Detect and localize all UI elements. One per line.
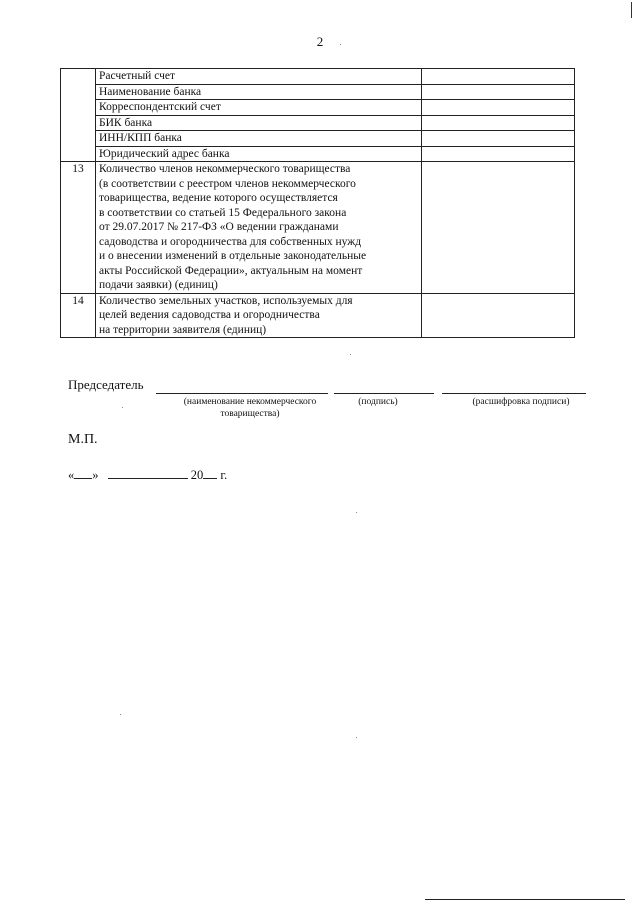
table-row: [61, 69, 575, 85]
date-line: [68, 468, 227, 483]
bank-row-value[interactable]: [422, 100, 575, 116]
scan-speck: [340, 44, 341, 45]
date-year-prefix: 20: [190, 468, 204, 482]
stamp-label: М.П.: [68, 432, 98, 447]
row-14-value[interactable]: [422, 293, 575, 338]
bank-row-value[interactable]: [422, 115, 575, 131]
table-row-13: [61, 162, 575, 294]
signature-decoding-caption: (расшифровка подписи): [472, 397, 570, 407]
row-13-line: садоводства и огородничества для собственных нужд: [99, 235, 362, 248]
scan-speck: [122, 407, 123, 408]
date-month-blank[interactable]: [108, 468, 188, 479]
row-14-line: целей ведения садоводства и огородничества: [99, 309, 320, 321]
signature-caption: (подпись): [358, 397, 398, 407]
row-13-line: акты Российской Федерации», актуальным на момент: [99, 264, 363, 277]
page-number: 2: [316, 34, 324, 49]
table-row: [61, 131, 575, 147]
bank-row-value[interactable]: [422, 84, 575, 100]
row-13-line: подачи заявки) (единиц): [99, 279, 218, 291]
caption-line: товарищества): [220, 409, 280, 419]
date-open-quote: «: [68, 468, 75, 482]
bank-row-value[interactable]: [422, 131, 575, 147]
row-14-line: на территории заявителя (единиц): [99, 323, 267, 336]
table-row: [61, 115, 575, 131]
row-number: 14: [61, 293, 96, 338]
caption-line: (наименование некоммерческого: [183, 397, 317, 407]
table-row: [61, 100, 575, 116]
scan-speck: [356, 512, 357, 513]
row-13-line: от 29.07.2017 № 217-ФЗ «О ведении гражданами: [99, 221, 339, 233]
row-13-line: Количество членов некоммерческого товарищества: [99, 163, 351, 175]
form-table: [60, 68, 575, 338]
bank-row-label: Корреспондентский счет: [96, 100, 422, 116]
row-13-label: [96, 162, 422, 294]
chairman-label: Председатель: [68, 377, 144, 392]
table-row-14: [61, 293, 575, 338]
organization-name-line[interactable]: [156, 393, 328, 394]
date-year-suffix: г.: [220, 468, 228, 482]
row-14-line: Количество земельных участков, используемых для: [99, 294, 353, 307]
date-day-blank[interactable]: [74, 468, 92, 479]
row-14-label: [96, 293, 422, 338]
table-row: [61, 84, 575, 100]
row-13-line: товарищества, ведение которого осуществляется: [99, 192, 338, 204]
organization-name-caption: [164, 396, 336, 420]
table-row: [61, 146, 575, 162]
bank-row-label: БИК банка: [96, 115, 422, 131]
row-number-cell: [61, 69, 96, 162]
bank-row-label: Наименование банка: [96, 84, 422, 100]
bank-row-label: Расчетный счет: [96, 69, 422, 85]
bank-row-label: Юридический адрес банка: [96, 146, 422, 162]
signature-line[interactable]: [334, 393, 434, 394]
bank-row-label: ИНН/КПП банка: [96, 131, 422, 147]
scan-speck: [350, 354, 351, 355]
corner-mark: [631, 2, 632, 18]
scan-speck: [120, 714, 121, 715]
row-13-line: в соответствии со статьей 15 Федерального закона: [99, 206, 347, 219]
row-13-line: (в соответствии с реестром членов некоммерческого: [99, 177, 356, 190]
row-13-value[interactable]: [422, 162, 575, 294]
row-13-line: и о внесении изменений в отдельные законодательные: [99, 250, 367, 262]
bank-row-value[interactable]: [422, 69, 575, 85]
date-close-quote: »: [92, 468, 99, 482]
footer-line: [425, 899, 625, 900]
signature-decoding-line[interactable]: [442, 393, 586, 394]
scan-speck: [356, 737, 357, 738]
row-number: 13: [61, 162, 96, 294]
date-year-blank[interactable]: [203, 468, 217, 479]
bank-row-value[interactable]: [422, 146, 575, 162]
